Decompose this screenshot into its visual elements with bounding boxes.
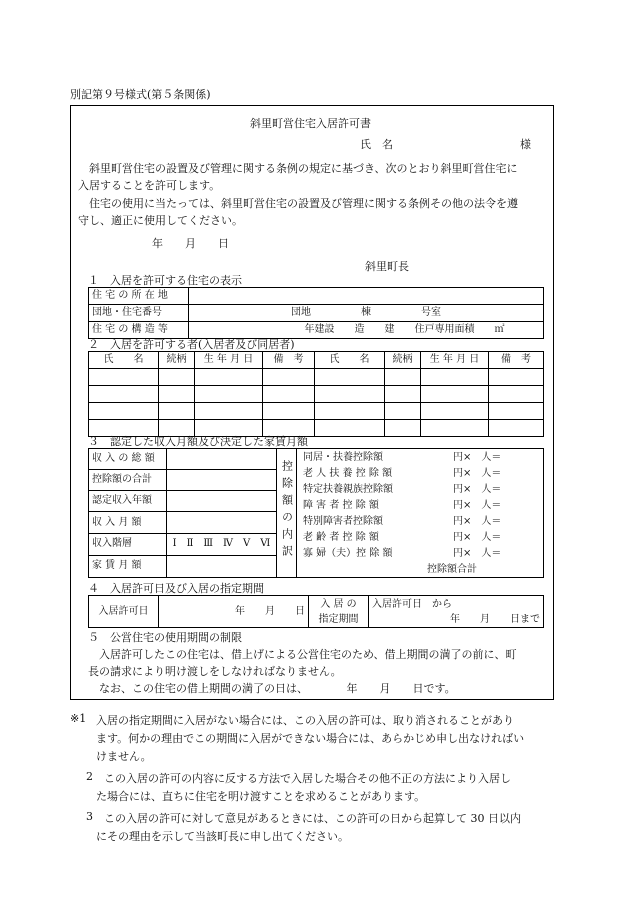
deduction-unit: 円× 人＝ [453, 532, 502, 543]
deduction-unit: 円× 人＝ [453, 500, 502, 511]
header-birthdate: 生 年 月 日 [421, 352, 489, 369]
income-tiers: Ⅰ Ⅱ Ⅲ Ⅳ Ⅴ Ⅵ [167, 533, 277, 555]
header-name: 氏 名 [89, 352, 159, 369]
table-row [89, 369, 544, 386]
deduction-vertical-label: 控除額の内訳 [277, 449, 297, 578]
deduction-item: 障 害 者 控 除 額 [303, 500, 379, 511]
section1-heading: １ 入居を許可する住宅の表示 [88, 274, 242, 287]
section5-line2: 長の請求により明け渡しをしなければなりません。 [88, 665, 342, 678]
note-line: 入居の指定期間に入居がない場合には、この入居の許可は、取り消されることがあり [96, 714, 514, 727]
header-name: 氏 名 [315, 352, 385, 369]
table-row [89, 596, 544, 628]
deduction-breakdown [297, 449, 544, 578]
header-relation: 続柄 [159, 352, 195, 369]
deduction-total-label: 控除額合計 [427, 564, 477, 575]
period-label: 入 居 の 指定期間 [309, 596, 369, 628]
period-table [88, 595, 544, 628]
income-label: 控除額の合計 [89, 470, 167, 491]
income-label: 収 入 月 額 [89, 512, 167, 533]
income-label: 収 入 の 総 額 [89, 449, 167, 470]
para2-line1: 住宅の使用に当たっては、斜里町営住宅の設置及び管理に関する条例その他の法令を遵 [78, 197, 518, 210]
table-row [89, 305, 544, 322]
table-row [89, 403, 544, 420]
note-line: にその理由を示して当該町長に申し出てください。 [96, 830, 349, 843]
note-line: この入居の許可に対して意見があるときには、この許可の日から起算して 30 日以内 [104, 812, 521, 825]
name-label: 氏 名 [360, 138, 393, 151]
deduction-item: 寡 婦（夫）控 除 額 [303, 548, 393, 559]
table-row [89, 386, 544, 403]
deduction-unit: 円× 人＝ [453, 468, 502, 479]
income-label: 家 賃 月 額 [89, 555, 167, 577]
header-relation: 続柄 [385, 352, 421, 369]
income-table [88, 448, 544, 578]
para1-line1: 斜里町営住宅の設置及び管理に関する条例の規定に基づき、次のとおり斜里町営住宅に [78, 162, 518, 175]
permit-date-label: 入居許可日 [89, 596, 159, 628]
deduction-unit: 円× 人＝ [453, 548, 502, 559]
section4-heading: ４ 入居許可日及び入居の指定期間 [88, 582, 264, 595]
page-title: 斜里町営住宅入居許可書 [250, 117, 371, 130]
housing-value [189, 288, 544, 305]
header-birthdate: 生 年 月 日 [195, 352, 263, 369]
housing-value: 年建設 造 建 住戸専用面積 ㎡ [189, 322, 544, 339]
header-remarks: 備 考 [263, 352, 315, 369]
para1-line2: 入居することを許可します。 [78, 179, 221, 192]
period-value: 入居許可日 から 年 月 日まで [369, 596, 544, 628]
note-line: た場合には、直ちに住宅を明け渡すことを求めることがあります。 [96, 790, 426, 803]
deduction-item: 特別障害者控除額 [303, 516, 383, 527]
note-line: けません。 [96, 750, 152, 763]
deduction-item: 特定扶養親族控除額 [303, 484, 393, 495]
section2-heading: ２ 入居を許可する者(入居者及び同居者) [88, 338, 295, 351]
permit-date-value: 年 月 日 [159, 596, 309, 628]
table-row [89, 449, 544, 470]
name-suffix: 様 [520, 138, 531, 151]
para2-line2: 守し、適正に使用してください。 [78, 214, 243, 227]
issue-date: 年 月 日 [152, 237, 229, 250]
section5-line1: 入居許可したこの住宅は、借上げによる公営住宅のため、借上期間の満了の前に、町 [88, 648, 517, 661]
section3-heading: ３ 認定した収入月額及び決定した家賃月額 [88, 435, 308, 448]
housing-label: 住 宅 の 所 在 地 [89, 288, 189, 305]
form-label: 別記第９号様式(第５条関係) [70, 88, 211, 101]
housing-value: 団地 棟 号室 [189, 305, 544, 322]
table-row [89, 288, 544, 305]
note-number: 2 [86, 770, 93, 783]
issuer: 斜里町長 [365, 260, 409, 273]
note-line: ます。何かの理由でこの期間に入居ができない場合には、あらかじめ申し出なければい [96, 732, 525, 745]
deduction-item: 同居・扶養控除額 [303, 452, 383, 463]
deduction-unit: 円× 人＝ [453, 452, 502, 463]
note-number: 3 [86, 810, 93, 823]
table-row [89, 352, 544, 369]
income-label: 認定収入年額 [89, 491, 167, 512]
note-number: ※1 [70, 712, 87, 725]
housing-label: 住 宅 の 構 造 等 [89, 322, 189, 339]
housing-table [88, 287, 544, 339]
deduction-unit: 円× 人＝ [453, 484, 502, 495]
income-label: 収入階層 [89, 533, 167, 555]
header-remarks: 備 考 [489, 352, 544, 369]
housing-label: 団地・住宅番号 [89, 305, 189, 322]
deduction-item: 老 人 扶 養 控 除 額 [303, 468, 393, 479]
deduction-unit: 円× 人＝ [453, 516, 502, 527]
deduction-item: 老 齢 者 控 除 額 [303, 532, 379, 543]
section5-line3: なお、この住宅の借上期間の満了の日は、 年 月 日です。 [88, 682, 456, 695]
section5-heading: ５ 公営住宅の使用期間の制限 [88, 631, 242, 644]
note-line: この入居の許可の内容に反する方法で入居した場合その他不正の方法により入居し [104, 772, 511, 785]
residents-table [88, 351, 544, 437]
